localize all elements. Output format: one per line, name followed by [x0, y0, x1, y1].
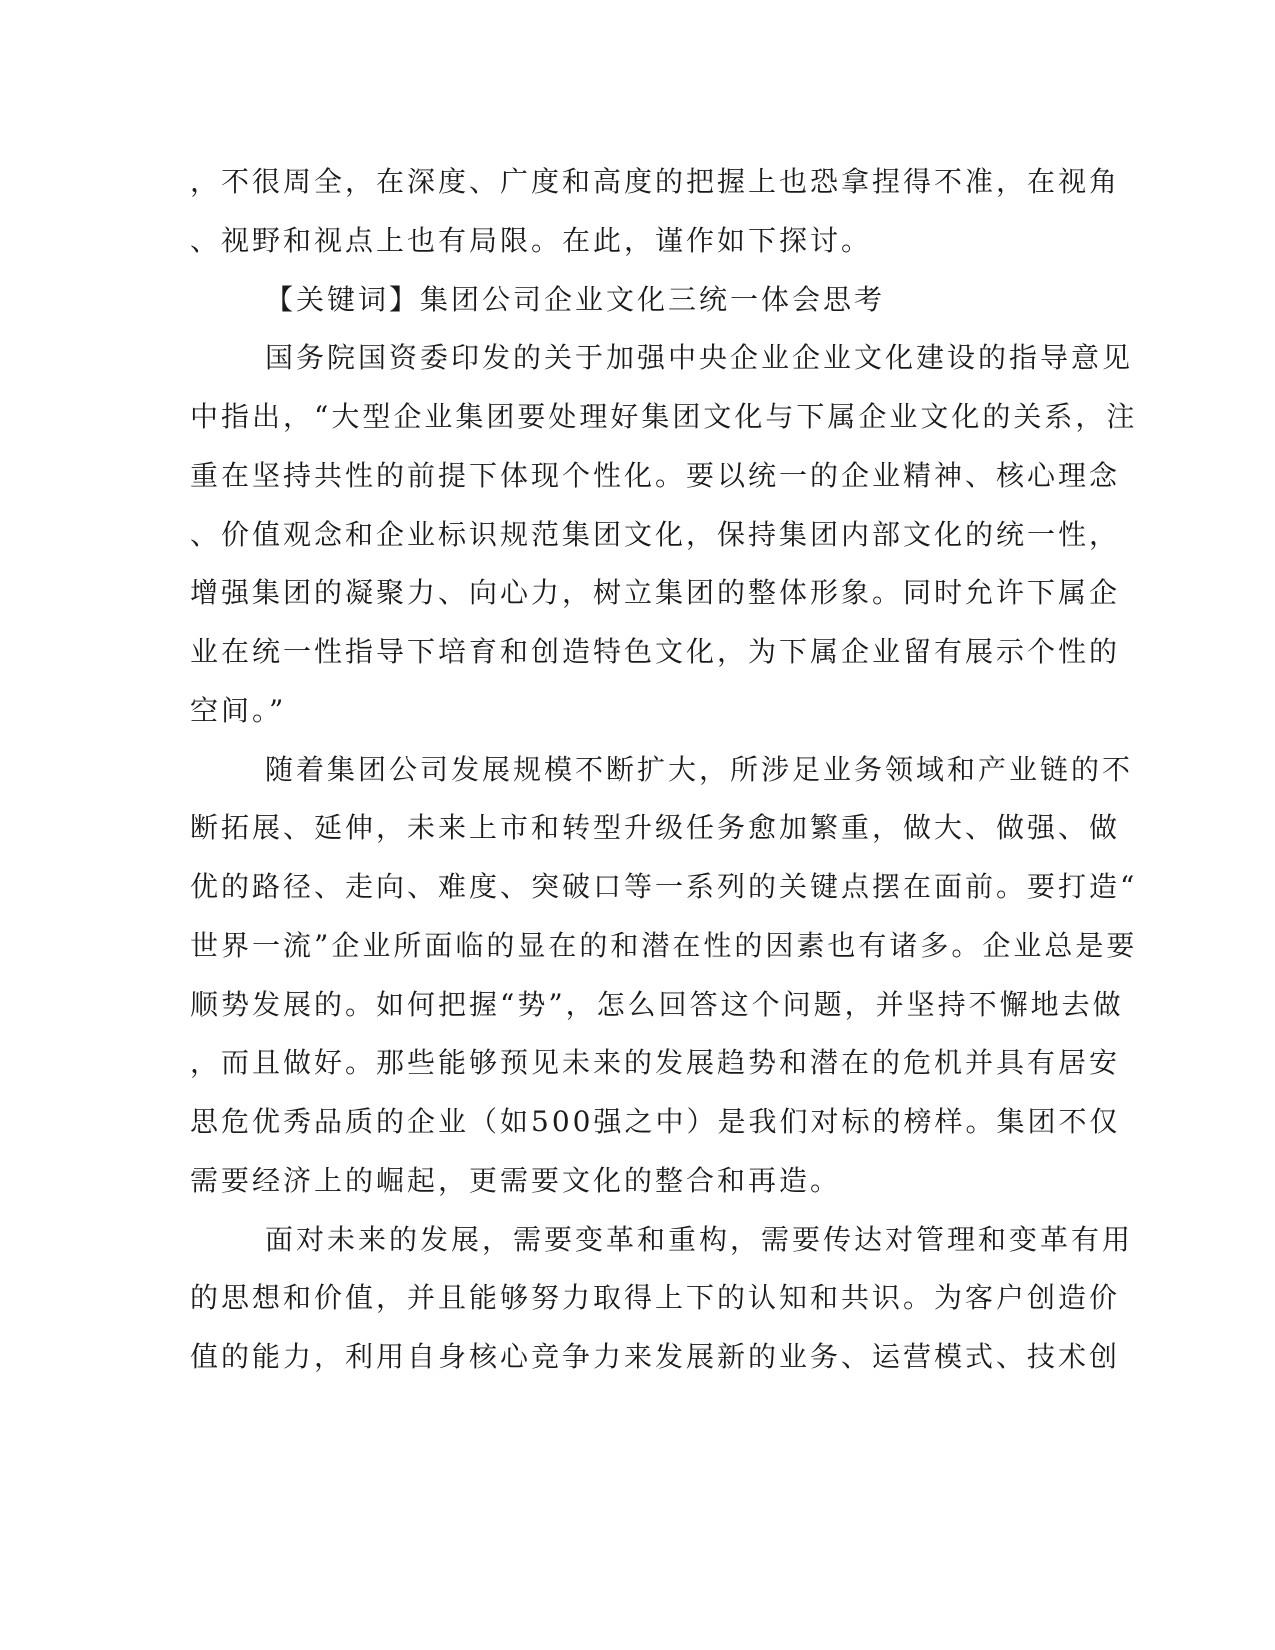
- text-line: 增强集团的凝聚力、向心力，树立集团的整体形象。同时允许下属企: [190, 576, 1121, 609]
- text-line: 重在坚持共性的前提下体现个性化。要以统一的企业精神、核心理念: [190, 459, 1121, 492]
- text-line: 面对未来的发展，需要变革和重构，需要传达对管理和变革有用: [265, 1223, 1134, 1256]
- text-line: 思危优秀品质的企业（如500强之中）是我们对标的榜样。集团不仅: [190, 1105, 1121, 1138]
- text-line: 顺势发展的。如何把握“势”，怎么回答这个问题，并坚持不懈地去做: [190, 988, 1124, 1021]
- text-line: 优的路径、走向、难度、突破口等一系列的关键点摆在面前。要打造“: [190, 870, 1138, 903]
- text-line: 、价值观念和企业标识规范集团文化，保持集团内部文化的统一性，: [190, 518, 1121, 551]
- text-line: 值的能力，利用自身核心竞争力来发展新的业务、运营模式、技术创: [190, 1340, 1121, 1373]
- text-line: 的思想和价值，并且能够努力取得上下的认知和共识。为客户创造价: [190, 1281, 1121, 1314]
- text-line: 国务院国资委印发的关于加强中央企业企业文化建设的指导意见: [265, 341, 1134, 374]
- text-line: 业在统一性指导下培育和创造特色文化，为下属企业留有展示个性的: [190, 635, 1121, 668]
- text-line: 世界一流”企业所面临的显在的和潜在性的因素也有诸多。企业总是要: [190, 929, 1138, 962]
- text-line: 空间。”: [190, 694, 287, 727]
- keywords-line: 【关键词】集团公司企业文化三统一体会思考: [265, 283, 886, 316]
- text-line: 随着集团公司发展规模不断扩大，所涉足业务领域和产业链的不: [265, 753, 1134, 786]
- text-line: 断拓展、延伸，未来上市和转型升级任务愈加繁重，做大、做强、做: [190, 811, 1121, 844]
- text-line: ，不很周全，在深度、广度和高度的把握上也恐拿捏得不准，在视角: [190, 165, 1121, 198]
- text-line: ，而且做好。那些能够预见未来的发展趋势和潜在的危机并具有居安: [190, 1046, 1121, 1079]
- text-line: 需要经济上的崛起，更需要文化的整合和再造。: [190, 1164, 842, 1197]
- text-line: 、视野和视点上也有局限。在此，谨作如下探讨。: [190, 224, 873, 257]
- text-line: 中指出，“大型企业集团要处理好集团文化与下属企业文化的关系，注: [190, 400, 1138, 433]
